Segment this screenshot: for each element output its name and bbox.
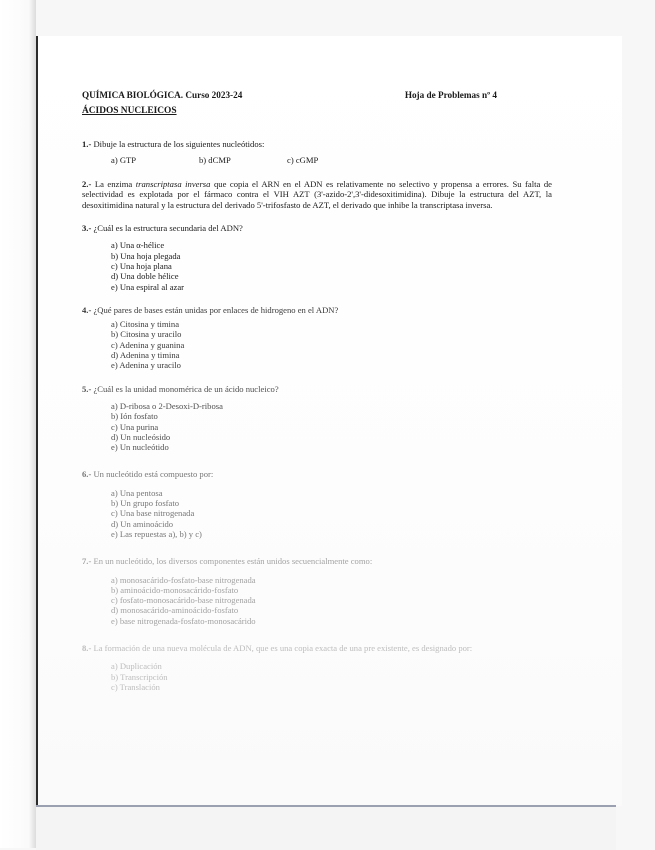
section-title: ÁCIDOS NUCLEICOS bbox=[82, 106, 177, 117]
question-4 bbox=[82, 305, 552, 371]
question-3-options bbox=[111, 240, 552, 291]
option: d) Adenina y timina bbox=[111, 350, 180, 361]
question-8-options bbox=[111, 661, 552, 692]
option: c) Una hoja plana bbox=[111, 260, 172, 271]
question-5-text bbox=[82, 384, 552, 394]
option: a) Citosina y timina bbox=[111, 319, 180, 330]
question-1-number: 1.- bbox=[82, 138, 92, 149]
question-5-options bbox=[111, 401, 552, 452]
option: e) Un nucleótido bbox=[111, 442, 169, 453]
option: d) Un aminoácido bbox=[111, 518, 174, 529]
document-content bbox=[82, 90, 552, 692]
question-8 bbox=[82, 643, 552, 692]
question-1 bbox=[82, 139, 552, 166]
question-4-options bbox=[111, 319, 552, 370]
question-5-prompt: ¿Cuál es la unidad monomérica de un ácido nucleico? bbox=[93, 383, 279, 394]
page-bottom-edge bbox=[36, 805, 616, 850]
question-7-text bbox=[82, 556, 552, 566]
option: a) Una α-hélice bbox=[111, 240, 165, 251]
option: c) fosfato-monosacárido-base nitrogenada bbox=[111, 595, 256, 606]
question-1-prompt: Dibuje la estructura de los siguientes nucleótidos: bbox=[93, 138, 265, 149]
option: b) Transcripción bbox=[111, 671, 168, 682]
question-6-text bbox=[82, 469, 552, 479]
question-2-prompt-end: que copia el ARN en el ADN es relativamente no selectivo y propensa a errores. Su falta de selectividad es explotada por el fármaco contra el VIH AZT (3'-azido-2',3'-didesoxitimidina). Dibuje la estructura del AZT, la desoxitimidina natural y la estructura del derivado 5'-trifosfasto de AZT, el derivado que inhibe la transcriptasa inversa. bbox=[82, 179, 552, 210]
option: a) D-ribosa o 2-Desoxi-D-ribosa bbox=[111, 400, 223, 411]
option: c) Una base nitrogenada bbox=[111, 508, 195, 519]
question-2-prompt-start: La enzima bbox=[94, 179, 133, 190]
question-6-prompt: Un nucleótido está compuesto por: bbox=[93, 469, 214, 480]
question-2-text bbox=[82, 179, 552, 210]
question-4-prompt: ¿Qué pares de bases están unidas por enlaces de hidrogeno en el ADN? bbox=[93, 304, 339, 315]
option: a) Duplicación bbox=[111, 661, 162, 672]
question-3-prompt: ¿Cuál es la estructura secundaria del ADN? bbox=[93, 223, 243, 234]
question-7-number: 7.- bbox=[82, 556, 92, 567]
question-4-text bbox=[82, 305, 552, 315]
question-5 bbox=[82, 384, 552, 453]
question-3-text bbox=[82, 223, 552, 233]
option: a) GTP bbox=[111, 154, 137, 165]
question-6 bbox=[82, 469, 552, 539]
option: e) Las repuestas a), b) y c) bbox=[111, 528, 202, 539]
question-7-prompt: En un nucleótido, los diversos componentes están unidos secuencialmente como: bbox=[93, 556, 373, 567]
option: e) Adenina y uracilo bbox=[111, 360, 181, 371]
document-header bbox=[82, 90, 552, 100]
question-2-number: 2.- bbox=[82, 179, 92, 190]
question-1-options bbox=[111, 155, 552, 165]
option: c) Translación bbox=[111, 681, 160, 692]
option: d) Un nucleósido bbox=[111, 431, 171, 442]
course-title: QUÍMICA BIOLÓGICA. Curso 2023-24 bbox=[82, 90, 243, 100]
option: b) dCMP bbox=[199, 154, 231, 165]
question-5-number: 5.- bbox=[82, 383, 92, 394]
question-3-number: 3.- bbox=[82, 223, 92, 234]
option: b) Una hoja plegada bbox=[111, 250, 181, 261]
option: c) cGMP bbox=[287, 154, 319, 165]
question-1-text bbox=[82, 139, 552, 149]
option: a) monosacárido-fosfato-base nitrogenada bbox=[111, 574, 256, 585]
question-8-number: 8.- bbox=[82, 642, 92, 653]
question-2 bbox=[82, 179, 552, 210]
option: c) Adenina y guanina bbox=[111, 339, 185, 350]
question-3 bbox=[82, 223, 552, 292]
option: b) aminoácido-monosacárido-fosfato bbox=[111, 584, 239, 595]
option: b) Ión fosfato bbox=[111, 411, 158, 422]
question-7-options bbox=[111, 575, 552, 626]
option: d) Una doble hélice bbox=[111, 271, 179, 282]
option: b) Citosina y uracilo bbox=[111, 329, 182, 340]
question-8-prompt: La formación de una nueva molécula de ADN, que es una copia exacta de una pre existente, es designado por: bbox=[93, 642, 473, 653]
question-8-text bbox=[82, 643, 552, 653]
page-left-margin bbox=[0, 0, 36, 848]
option: a) Una pentosa bbox=[111, 487, 163, 498]
option: c) Una purina bbox=[111, 421, 159, 432]
option: e) Una espiral al azar bbox=[111, 281, 185, 292]
option: b) Un grupo fosfato bbox=[111, 498, 180, 509]
question-7 bbox=[82, 556, 552, 626]
question-2-emphasis: transcriptasa inversa bbox=[135, 179, 211, 190]
sheet-title: Hoja de Problemas nº 4 bbox=[404, 90, 497, 100]
question-6-options bbox=[111, 488, 552, 539]
question-6-number: 6.- bbox=[82, 469, 92, 480]
option: e) base nitrogenada-fosfato-monosacárido bbox=[111, 615, 256, 626]
question-4-number: 4.- bbox=[82, 304, 92, 315]
option: d) monosacárido-aminoácido-fosfato bbox=[111, 605, 239, 616]
